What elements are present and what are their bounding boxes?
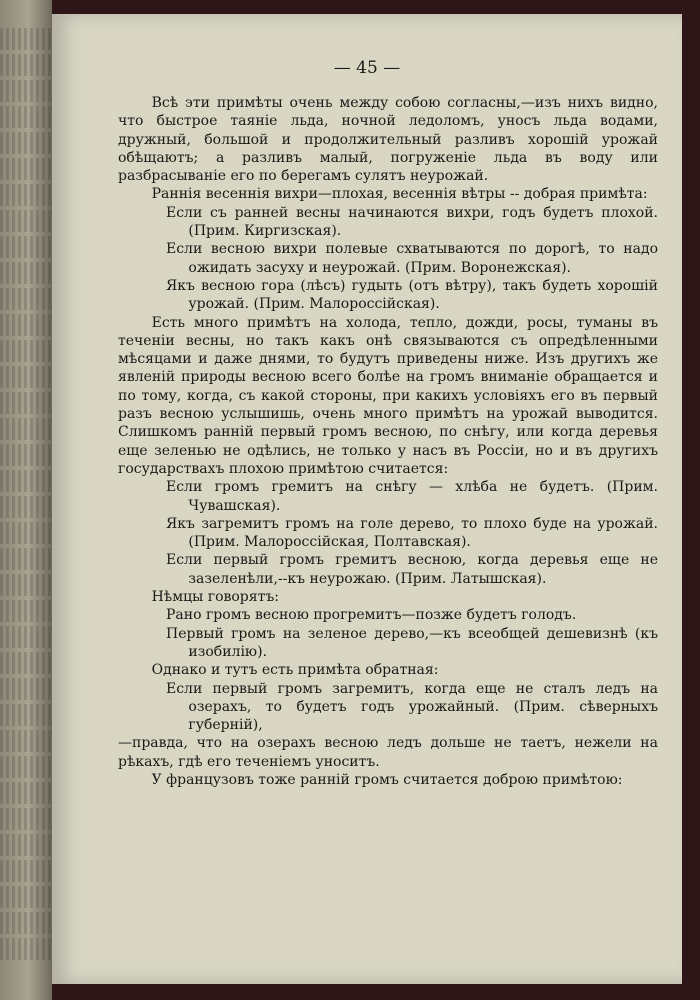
book-page xyxy=(52,14,682,984)
paragraph-continuation: —правда, что на озерахъ весною ледъ дольше не таетъ, нежели на рѣкахъ, гдѣ его теченіемъ уноситъ. xyxy=(118,735,658,770)
paragraph: Всѣ эти примѣты очень между собою согласны,—изъ нихъ видно, что быстрое таяніе льда, ночной ледоломъ, уносъ льда водами, дружный, большой и продолжительный разливъ хорошій урожай обѣщаютъ; а разливъ малый, погруженіе льда въ воду или разбрасываніе его по берегамъ сулятъ неурожай. xyxy=(118,95,658,185)
proverb-quote: Если первый громъ загремитъ, когда еще не сталъ ледъ на озерахъ, то будетъ годъ урожайный. (Прим. сѣверныхъ губерній), xyxy=(166,680,658,734)
proverb-quote: Якъ весною гора (лѣсъ) гудыть (отъ вѣтру), такъ будеть хорошій урожай. (Прим. Малороссійская). xyxy=(166,277,658,313)
paragraph: Раннія весеннія вихри—плохая, весеннія вѣтры -- добрая примѣта: xyxy=(151,186,648,203)
proverb-quote: Якъ загремитъ громъ на голе дерево, то плохо буде на урожай. (Прим. Малороссійская, Полтавская). xyxy=(166,515,658,551)
paragraph: У французовъ тоже ранній громъ считается доброю примѣтою: xyxy=(151,771,623,788)
proverb-quote: Если громъ гремитъ на снѣгу — хлѣба не будетъ. (Прим. Чувашская). xyxy=(166,479,658,514)
proverb-quote: Если съ ранней весны начинаются вихри, годъ будетъ плохой. (Прим. Киргизская). xyxy=(166,204,658,240)
page-number: — 45 — xyxy=(333,58,401,78)
paragraph: Есть много примѣтъ на холода, тепло, дожди, росы, туманы въ теченіи весны, но такъ какъ онѣ связываются съ опредѣленными мѣсяцами и даже днями, то будутъ приведены ниже. Изъ другихъ же явленій природы весною всего болѣе на громъ вниманіе обращается и по тому, когда, съ какой стороны, при какихъ условіяхъ его въ первый разъ весною услышишь, очень много примѣтъ на урожай выводится. Слишкомъ ранній первый громъ весною, по снѣгу, или когда деревья еще зеленью не одѣлись, не только у насъ въ Россіи, но и въ другихъ государствахъ плохою примѣтою считается: xyxy=(118,314,658,477)
adjacent-page-edge xyxy=(0,0,52,1000)
paragraph: Нѣмцы говорятъ: xyxy=(151,589,279,606)
paragraph: Однако и тутъ есть примѣта обратная: xyxy=(151,662,439,679)
page-body xyxy=(118,94,658,789)
proverb-quote: Первый громъ на зеленое дерево,—къ всеобщей дешевизнѣ (къ изобилію). xyxy=(166,625,658,660)
proverb-quote: Если первый громъ гремитъ весною, когда деревья еще не зазеленѣли,--къ неурожаю. (Прим. Латышская). xyxy=(166,552,658,587)
proverb-quote: Если весною вихри полевые схватываются по дорогѣ, то надо ожидать засуху и неурожай. (Прим. Воронежская). xyxy=(166,241,658,276)
proverb-quote: Рано громъ весною прогремитъ—позже будетъ голодъ. xyxy=(166,607,577,624)
